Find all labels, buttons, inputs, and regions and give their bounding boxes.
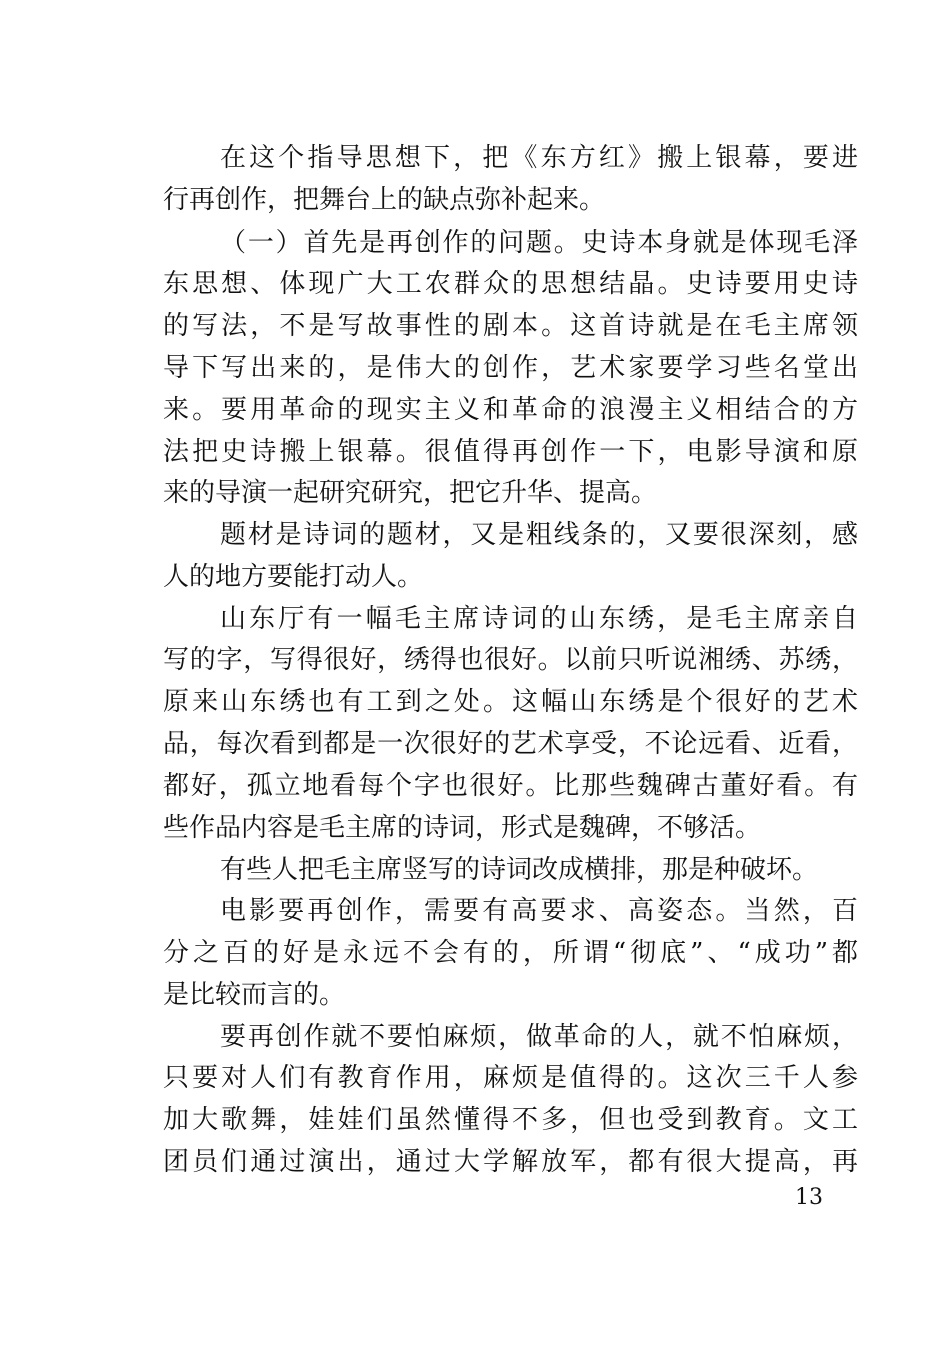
text-line: 法把史诗搬上银幕。很值得再创作一下，电影导演和原 — [163, 437, 858, 467]
text-line: 写的字，写得很好，绣得也很好。以前只听说湘绣、苏绣， — [163, 645, 858, 675]
text-line: 团员们通过演出，通过大学解放军，都有很大提高，再 — [163, 1147, 858, 1177]
text-line: 原来山东绣也有工到之处。这幅山东绣是个很好的艺术 — [163, 687, 858, 717]
text-line: （一）首先是再创作的问题。史诗本身就是体现毛泽 — [220, 228, 858, 258]
text-line: 加大歌舞，娃娃们虽然懂得不多，但也受到教育。文工 — [163, 1105, 858, 1135]
text-line: 导下写出来的，是伟大的创作，艺术家要学习些名堂出 — [163, 353, 858, 383]
text-line: 要再创作就不要怕麻烦，做革命的人，就不怕麻烦， — [220, 1022, 858, 1052]
text-line: 是比较而言的。 — [163, 980, 346, 1010]
text-line: 在这个指导思想下，把《东方红》搬上银幕，要进 — [220, 143, 858, 173]
text-line: 的写法，不是写故事性的剧本。这首诗就是在毛主席领 — [163, 311, 858, 341]
text-line: 人的地方要能打动人。 — [163, 562, 424, 592]
text-line: 行再创作，把舞台上的缺点弥补起来。 — [163, 185, 606, 215]
text-line: 只要对人们有教育作用，麻烦是值得的。这次三千人参 — [163, 1063, 858, 1093]
text-line: 分之百的好是永远不会有的，所谓“彻底”、“成功”都 — [163, 938, 858, 968]
text-line: 山东厅有一幅毛主席诗词的山东绣，是毛主席亲自 — [220, 604, 858, 634]
page-number: 13 — [795, 1185, 823, 1210]
text-line: 来的导演一起研究研究，把它升华、提高。 — [163, 478, 658, 508]
text-line: 些作品内容是毛主席的诗词，形式是魏碑，不够活。 — [163, 813, 762, 843]
text-line: 都好，孤立地看每个字也很好。比那些魏碑古董好看。有 — [163, 771, 858, 801]
text-line: 东思想、体现广大工农群众的思想结晶。史诗要用史诗 — [163, 269, 858, 299]
text-line: 来。要用革命的现实主义和革命的浪漫主义相结合的方 — [163, 395, 858, 425]
text-line: 有些人把毛主席竖写的诗词改成横排，那是种破坏。 — [220, 855, 819, 885]
text-line: 电影要再创作，需要有高要求、高姿态。当然，百 — [220, 896, 858, 926]
text-line: 品，每次看到都是一次很好的艺术享受，不论远看、近看， — [163, 729, 858, 759]
text-line: 题材是诗词的题材，又是粗线条的，又要很深刻，感 — [220, 520, 858, 550]
